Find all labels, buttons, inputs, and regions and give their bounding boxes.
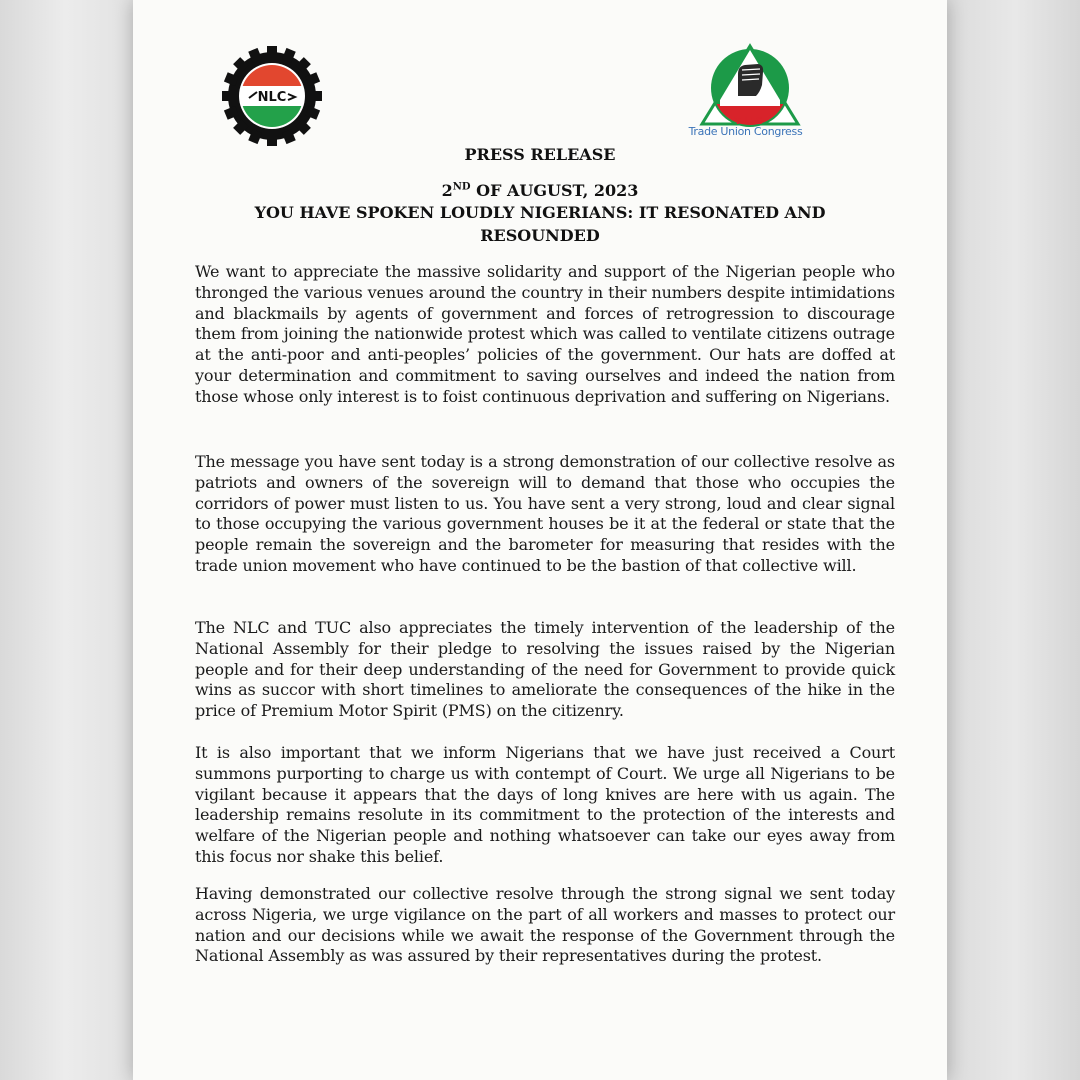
tuc-logo-text: TUC <box>734 116 766 127</box>
paragraph-text: It is also important that we inform Nigerians that we have just received a Court summons purporting to charge us with contempt of Court. We urge all Nigerians to be vigilant because it appears that the days of long knives are here with us again. The leadership remains resolute in its commitment to the protection of the interests and welfare of the Nigerian people and nothing whatsoever can take our eyes away from this focus nor shake this belief. <box>195 743 895 866</box>
press-release-label: PRESS RELEASE <box>464 145 616 164</box>
release-title-text: YOU HAVE SPOKEN LOUDLY NIGERIANS: IT RESONATED AND RESOUNDED <box>254 203 826 245</box>
release-title <box>133 201 947 247</box>
nlc-logo-text: NLC <box>257 90 287 105</box>
paragraph-2 <box>195 452 895 577</box>
paragraph-5 <box>195 884 895 967</box>
release-date <box>133 181 947 200</box>
date-rest: OF AUGUST, 2023 <box>470 181 639 200</box>
paragraph-text: The NLC and TUC also appreciates the timely intervention of the leadership of the National Assembly for their pledge to resolving the issues raised by the Nigerian people and for their deep understanding of the need for Government to provide quick wins as succor with short timelines to ameliorate the consequences of the hike in the price of Premium Motor Spirit (PMS) on the citizenry. <box>195 618 895 721</box>
date-day: 2 <box>441 181 453 200</box>
paragraph-text: The message you have sent today is a strong demonstration of our collective resolve as patriots and owners of the sovereign will to demand that those who occupies the corridors of power must listen to us. You have sent a very strong, loud and clear signal to those occupying the various government houses be it at the federal or state that the people remain the sovereign and the barometer for measuring that resides with the trade union movement who have continued to be the bastion of that collective will. <box>195 452 895 575</box>
paragraph-text: We want to appreciate the massive solidarity and support of the Nigerian people who thronged the various venues around the country in their numbers despite intimidations and blackmails by agents of government and forces of retrogression to discourage them from joining the nationwide protest which was called to ventilate citizens outrage at the anti-poor and anti-peoples’ policies of the government. Our hats are doffed at your determination and commitment to saving ourselves and indeed the nation from those whose only interest is to foist continuous deprivation and suffering on Nigerians. <box>195 262 895 406</box>
date-suffix: ND <box>452 181 471 193</box>
nlc-gear-logo-icon <box>222 46 322 146</box>
paragraph-4 <box>195 743 895 868</box>
paragraph-1 <box>195 262 895 408</box>
paragraph-text: Having demonstrated our collective resolve through the strong signal we sent today across Nigeria, we urge vigilance on the part of all workers and masses to protect our nation and our decisions while we await the response of the Government through the National Assembly as was assured by their representatives during the protest. <box>195 884 895 966</box>
tuc-caption: Trade Union Congress <box>688 125 803 138</box>
paragraph-3 <box>195 618 895 722</box>
